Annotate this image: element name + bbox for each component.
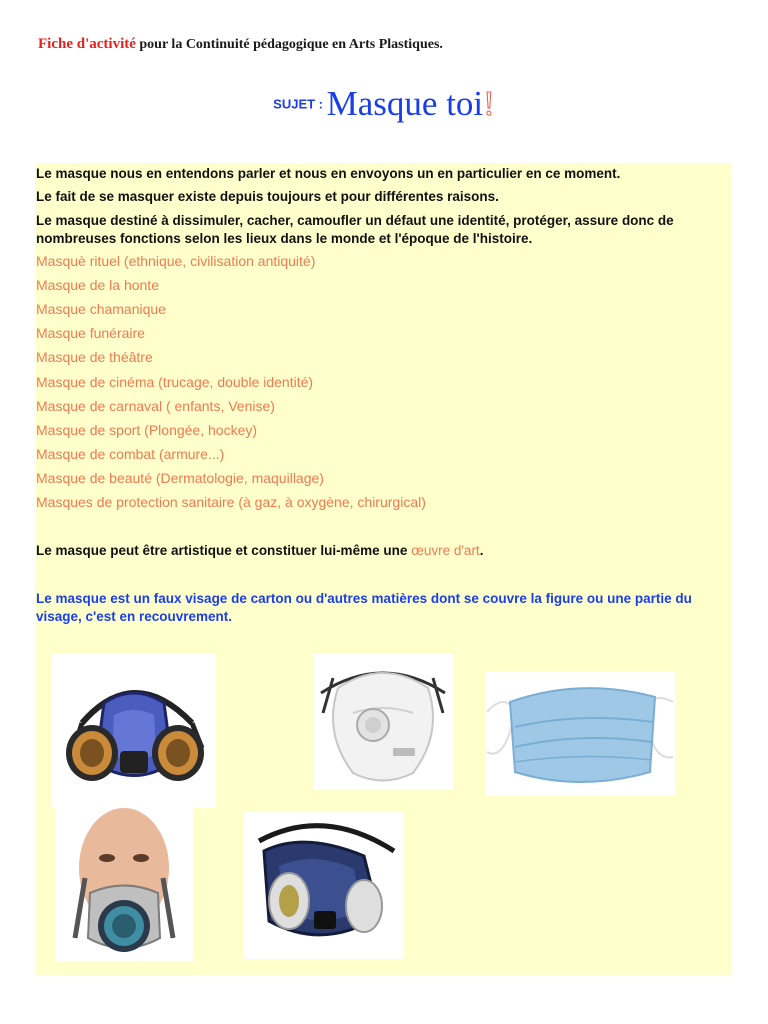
mannequin-image bbox=[55, 808, 193, 961]
art-statement bbox=[36, 542, 731, 560]
title-text: Masque toi bbox=[326, 84, 484, 123]
mask-type-item: Masque de sport (Plongée, hockey) bbox=[36, 422, 258, 438]
gas-mask-image bbox=[52, 653, 216, 808]
mask-type-item: Masque de carnaval ( enfants, Venise) bbox=[36, 398, 275, 414]
surgical-mask-photo bbox=[485, 672, 675, 796]
header-line bbox=[38, 36, 443, 53]
art-text: Le masque peut être artistique et constituer lui-même une bbox=[36, 543, 412, 558]
gas-mask-photo bbox=[52, 653, 216, 808]
mask-type-item: Masque funéraire bbox=[36, 325, 145, 341]
mask-type-item: Masque chamanique bbox=[36, 301, 166, 317]
surgical-mask-image bbox=[485, 672, 675, 796]
respirator-image bbox=[313, 653, 453, 790]
ffp-respirator-photo bbox=[313, 653, 453, 790]
mask-type-item: Masque de la honte bbox=[36, 277, 159, 293]
mask-type-item: Masque de combat (armure...) bbox=[36, 446, 225, 462]
intro-line-1: Le masque nous en entendons parler et nous en envoyons un en particulier en ce moment. bbox=[36, 166, 621, 181]
mask-type-item: Masque de cinéma (trucage, double identité) bbox=[36, 374, 314, 390]
mask-type-item: Masque de beauté (Dermatologie, maquillage) bbox=[36, 470, 324, 486]
header-subtitle: pour la Continuité pédagogique en Arts Plastiques. bbox=[135, 37, 443, 52]
mask-type-item: Masquè rituel (ethnique, civilisation antiquité) bbox=[36, 253, 316, 269]
mask-type-item: Masques de protection sanitaire (à gaz, à oxygène, chirurgical) bbox=[36, 494, 426, 510]
page-title bbox=[0, 84, 768, 124]
intro-line-2: Le fait de se masquer existe depuis toujours et pour différentes raisons. bbox=[36, 189, 499, 204]
title-exclamation: ! bbox=[483, 84, 495, 123]
subject-prefix: SUJET : bbox=[273, 96, 327, 112]
activity-label: Fiche d'activité bbox=[38, 36, 136, 52]
art-period: . bbox=[479, 543, 484, 558]
half-mask-mannequin-photo bbox=[55, 808, 193, 961]
art-highlight: œuvre d'art bbox=[411, 543, 480, 558]
half-mask-respirator-photo bbox=[244, 811, 404, 959]
mask-type-item: Masque de théâtre bbox=[36, 349, 153, 365]
intro-line-3: Le masque destiné à dissimuler, cacher, camoufler un défaut une identité, protéger, assure donc de nombreuses fonctions selon les lieux dans le monde et l'époque de l'histoire. bbox=[36, 213, 674, 246]
definition-text: Le masque est un faux visage de carton ou d'autres matières dont se couvre la figure ou une partie du visage, c'est en recouvrement. bbox=[36, 591, 692, 624]
half-mask-image bbox=[244, 811, 404, 959]
